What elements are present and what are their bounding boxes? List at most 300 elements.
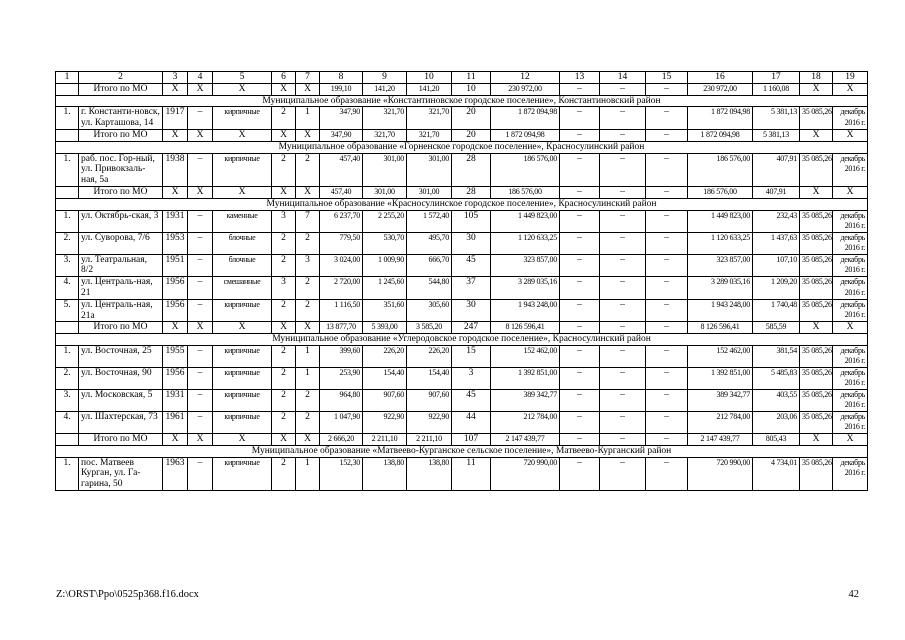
table-cell: – <box>646 367 688 389</box>
table-cell: декабрь 2016 г. <box>833 299 868 322</box>
table-cell: 1. <box>56 210 79 232</box>
table-cell: 403,55 <box>753 389 800 411</box>
table-cell: – <box>646 153 688 186</box>
table-cell: кирпичные <box>213 299 272 322</box>
table-cell: блочные <box>213 232 272 254</box>
table-cell: 2 <box>296 277 320 300</box>
total-cell: X <box>296 129 320 141</box>
table-cell: 1963 <box>163 457 188 490</box>
total-cell: 805,43 <box>753 433 800 445</box>
table-cell: – <box>560 107 600 130</box>
table-cell: 922,90 <box>363 411 407 433</box>
table-cell: 301,00 <box>363 153 407 186</box>
table-cell: 35 085,26 <box>800 254 833 277</box>
table-cell: 35 085,26 <box>800 367 833 389</box>
address-cell: ул. Шахтерская, 73 <box>79 411 163 433</box>
section-header-row <box>56 198 868 210</box>
column-number: 11 <box>452 72 491 84</box>
total-cell: X <box>272 322 296 334</box>
table-cell: 37 <box>452 277 491 300</box>
table-cell: 1956 <box>163 367 188 389</box>
table-cell: 226,20 <box>407 345 452 367</box>
table-cell: 1961 <box>163 411 188 433</box>
address-cell: ул. Централь-ная, 21 <box>79 277 163 300</box>
table-cell: 301,00 <box>407 153 452 186</box>
column-number: 13 <box>560 72 600 84</box>
total-cell: Итого по МО <box>79 83 163 95</box>
column-number: 17 <box>753 72 800 84</box>
address-cell: ул. Централь-ная, 21а <box>79 299 163 322</box>
document-path: Z:\ORST\Ppo\0525p368.f16.docx <box>56 589 199 600</box>
total-cell: X <box>272 129 296 141</box>
table-cell: декабрь 2016 г. <box>833 367 868 389</box>
table-cell: 2 <box>296 389 320 411</box>
table-cell: – <box>560 153 600 186</box>
table-cell: 5 485,83 <box>753 367 800 389</box>
table-cell: 3 <box>452 367 491 389</box>
total-cell: 457,40 <box>320 186 363 198</box>
table-cell: 1 047,90 <box>320 411 363 433</box>
total-cell: – <box>646 186 688 198</box>
total-cell: 5 381,13 <box>753 129 800 141</box>
total-cell: 407,91 <box>753 186 800 198</box>
table-cell: 1956 <box>163 277 188 300</box>
total-cell: X <box>272 83 296 95</box>
table-cell: 1 740,48 <box>753 299 800 322</box>
total-row <box>56 186 868 198</box>
total-cell: Итого по МО <box>79 129 163 141</box>
address-cell: г. Константи-новск, ул. Карташова, 14 <box>79 107 163 130</box>
table-cell: кирпичные <box>213 367 272 389</box>
total-cell: – <box>646 433 688 445</box>
total-cell: X <box>213 83 272 95</box>
total-cell: X <box>213 433 272 445</box>
table-cell: 1931 <box>163 210 188 232</box>
table-cell: 1 <box>296 107 320 130</box>
table-cell: 138,80 <box>407 457 452 490</box>
total-cell: – <box>560 433 600 445</box>
table-cell: декабрь 2016 г. <box>833 345 868 367</box>
table-cell: – <box>188 153 213 186</box>
table-cell: 35 085,26 <box>800 389 833 411</box>
table-cell: – <box>646 457 688 490</box>
total-cell: X <box>188 433 213 445</box>
table-cell: – <box>188 299 213 322</box>
total-cell: – <box>646 129 688 141</box>
table-cell: блочные <box>213 254 272 277</box>
table-cell: 1 449 823,00 <box>491 210 560 232</box>
table-row <box>56 277 868 300</box>
column-number: 5 <box>213 72 272 84</box>
total-cell: X <box>213 129 272 141</box>
total-cell: 3 585,20 <box>407 322 452 334</box>
table-cell: – <box>646 232 688 254</box>
table-cell: 5. <box>56 299 79 322</box>
table-cell: 1 <box>296 367 320 389</box>
table-row <box>56 367 868 389</box>
table-cell: 457,40 <box>320 153 363 186</box>
table-cell: 323 857,00 <box>688 254 753 277</box>
column-number: 3 <box>163 72 188 84</box>
column-number: 15 <box>646 72 688 84</box>
total-cell: X <box>800 129 833 141</box>
table-cell: – <box>560 277 600 300</box>
total-cell: X <box>296 433 320 445</box>
table-cell: – <box>646 277 688 300</box>
total-cell: X <box>833 129 868 141</box>
table-cell: 2. <box>56 367 79 389</box>
table-cell: 3 289 035,16 <box>688 277 753 300</box>
table-cell: 3 289 035,16 <box>491 277 560 300</box>
address-cell: ул. Московская, 5 <box>79 389 163 411</box>
table-cell: – <box>560 411 600 433</box>
table-cell: 922,90 <box>407 411 452 433</box>
total-cell: X <box>296 322 320 334</box>
table-cell: 35 085,26 <box>800 457 833 490</box>
total-cell: – <box>600 83 646 95</box>
table-row <box>56 232 868 254</box>
total-cell: 585,59 <box>753 322 800 334</box>
table-cell: 666,70 <box>407 254 452 277</box>
table-cell: 5 381,13 <box>753 107 800 130</box>
address-cell: ул. Театральная, 8/2 <box>79 254 163 277</box>
table-cell: 1955 <box>163 345 188 367</box>
table-cell: 6 237,70 <box>320 210 363 232</box>
table-cell: – <box>646 389 688 411</box>
table-cell: 1 <box>296 457 320 490</box>
table-cell: 212 784,00 <box>688 411 753 433</box>
total-cell: – <box>600 433 646 445</box>
table-cell: 720 990,00 <box>491 457 560 490</box>
table-cell: 1938 <box>163 153 188 186</box>
table-cell: 1 872 094,98 <box>688 107 753 130</box>
table-cell: 4. <box>56 277 79 300</box>
table-row <box>56 299 868 322</box>
total-cell: 107 <box>452 433 491 445</box>
table-cell: 11 <box>452 457 491 490</box>
total-cell: X <box>296 186 320 198</box>
address-cell: ул. Октябрь-ская, 3 <box>79 210 163 232</box>
total-cell: X <box>163 433 188 445</box>
table-cell: 105 <box>452 210 491 232</box>
table-cell: 3 <box>296 254 320 277</box>
table-cell: – <box>600 210 646 232</box>
total-cell: – <box>560 129 600 141</box>
total-cell: 347,90 <box>320 129 363 141</box>
table-cell: – <box>560 345 600 367</box>
table-cell: кирпичные <box>213 107 272 130</box>
total-cell: X <box>272 433 296 445</box>
table-cell: 2 255,20 <box>363 210 407 232</box>
register-table <box>55 71 868 491</box>
total-cell: 13 877,70 <box>320 322 363 334</box>
total-cell: X <box>163 83 188 95</box>
column-number: 14 <box>600 72 646 84</box>
table-cell: 4 734,01 <box>753 457 800 490</box>
table-cell: кирпичные <box>213 153 272 186</box>
column-number: 8 <box>320 72 363 84</box>
table-cell: 1 943 248,00 <box>491 299 560 322</box>
table-cell: 35 085,26 <box>800 210 833 232</box>
table-cell: 186 576,00 <box>491 153 560 186</box>
total-cell: – <box>560 322 600 334</box>
table-row <box>56 389 868 411</box>
total-cell <box>56 83 79 95</box>
total-cell: 141,20 <box>407 83 452 95</box>
table-cell: – <box>600 153 646 186</box>
table-cell: – <box>600 389 646 411</box>
table-cell: 3 <box>272 277 296 300</box>
table-cell: 351,60 <box>363 299 407 322</box>
total-row <box>56 83 868 95</box>
table-cell: 544,80 <box>407 277 452 300</box>
table-cell: 1 120 633,25 <box>491 232 560 254</box>
table-cell: 3 024,00 <box>320 254 363 277</box>
table-cell: 44 <box>452 411 491 433</box>
table-cell: – <box>188 411 213 433</box>
table-cell: – <box>188 389 213 411</box>
table-cell: 323 857,00 <box>491 254 560 277</box>
section-header-row <box>56 334 868 346</box>
table-cell: 2 <box>296 232 320 254</box>
total-cell: X <box>163 186 188 198</box>
table-cell: 2 <box>272 299 296 322</box>
table-cell: декабрь 2016 г. <box>833 411 868 433</box>
table-cell: 1 872 094,98 <box>491 107 560 130</box>
total-cell: 301,00 <box>407 186 452 198</box>
table-cell: – <box>600 367 646 389</box>
total-cell: 199,10 <box>320 83 363 95</box>
total-row <box>56 129 868 141</box>
table-cell: 1 <box>296 345 320 367</box>
table-cell: 107,10 <box>753 254 800 277</box>
table-cell: 30 <box>452 232 491 254</box>
total-cell: 301,00 <box>363 186 407 198</box>
table-cell: 1 120 633,25 <box>688 232 753 254</box>
table-row <box>56 411 868 433</box>
total-cell: – <box>600 186 646 198</box>
table-cell: 1. <box>56 107 79 130</box>
total-cell: X <box>833 186 868 198</box>
table-cell: 45 <box>452 254 491 277</box>
total-cell: 321,70 <box>407 129 452 141</box>
table-cell: 152 462,00 <box>491 345 560 367</box>
column-number: 12 <box>491 72 560 84</box>
table-cell: 154,40 <box>363 367 407 389</box>
column-number: 4 <box>188 72 213 84</box>
table-cell: 35 085,26 <box>800 345 833 367</box>
table-cell: – <box>188 457 213 490</box>
address-cell: ул. Восточная, 25 <box>79 345 163 367</box>
total-cell: Итого по МО <box>79 186 163 198</box>
table-cell: 399,60 <box>320 345 363 367</box>
table-cell: – <box>600 232 646 254</box>
table-cell: 2 <box>296 299 320 322</box>
total-cell: 1 872 094,98 <box>688 129 753 141</box>
table-cell: кирпичные <box>213 389 272 411</box>
total-cell: X <box>272 186 296 198</box>
table-cell: 28 <box>452 153 491 186</box>
section-header-row <box>56 141 868 153</box>
address-cell: раб. пос. Гор-ный, ул. Привокзаль-ная, 5а <box>79 153 163 186</box>
section-title: Муниципальное образование «Углеродовское городское поселение», Красносулинский район <box>56 334 868 346</box>
total-cell: 8 126 596,41 <box>688 322 753 334</box>
table-cell: 1953 <box>163 232 188 254</box>
total-cell: 230 972,00 <box>688 83 753 95</box>
total-cell: 28 <box>452 186 491 198</box>
total-row <box>56 322 868 334</box>
total-cell <box>56 129 79 141</box>
address-cell: ул. Восточная, 90 <box>79 367 163 389</box>
table-cell: 2 <box>296 153 320 186</box>
section-header-row <box>56 445 868 457</box>
column-number: 16 <box>688 72 753 84</box>
table-cell: 779,50 <box>320 232 363 254</box>
table-body <box>56 72 868 491</box>
total-cell: 247 <box>452 322 491 334</box>
column-number: 2 <box>79 72 163 84</box>
total-cell: X <box>188 322 213 334</box>
table-cell: 964,80 <box>320 389 363 411</box>
table-cell: 1. <box>56 153 79 186</box>
table-cell: – <box>560 254 600 277</box>
total-cell: X <box>163 129 188 141</box>
table-cell: 2 <box>272 389 296 411</box>
total-cell: – <box>560 186 600 198</box>
total-cell: X <box>833 322 868 334</box>
table-cell: 20 <box>452 107 491 130</box>
table-cell: 2 <box>296 411 320 433</box>
total-cell: X <box>833 83 868 95</box>
address-cell: ул. Суворова, 7/6 <box>79 232 163 254</box>
table-cell: 3. <box>56 254 79 277</box>
total-cell: 10 <box>452 83 491 95</box>
table-cell: – <box>646 107 688 130</box>
page-number: 42 <box>848 589 859 600</box>
total-cell: 2 147 439,77 <box>688 433 753 445</box>
total-cell: 8 126 596,41 <box>491 322 560 334</box>
table-cell: 1 209,20 <box>753 277 800 300</box>
table-cell: 720 990,00 <box>688 457 753 490</box>
table-cell: каменные <box>213 210 272 232</box>
table-cell: 7 <box>296 210 320 232</box>
table-cell: – <box>646 411 688 433</box>
table-cell: 1 392 851,00 <box>688 367 753 389</box>
table-cell: – <box>188 107 213 130</box>
total-cell: 1 872 094,98 <box>491 129 560 141</box>
table-cell: – <box>600 457 646 490</box>
table-cell: декабрь 2016 г. <box>833 210 868 232</box>
table-cell: – <box>600 411 646 433</box>
table-cell: декабрь 2016 г. <box>833 232 868 254</box>
table-cell: 1951 <box>163 254 188 277</box>
table-cell: 1 245,60 <box>363 277 407 300</box>
table-row <box>56 210 868 232</box>
table-cell: – <box>560 232 600 254</box>
table-cell: декабрь 2016 г. <box>833 107 868 130</box>
column-number: 18 <box>800 72 833 84</box>
table-cell: 152 462,00 <box>688 345 753 367</box>
table-cell: 907,60 <box>363 389 407 411</box>
total-cell: 186 576,00 <box>491 186 560 198</box>
table-cell: 35 085,26 <box>800 411 833 433</box>
table-cell: – <box>600 254 646 277</box>
total-cell: 5 393,00 <box>363 322 407 334</box>
table-cell: – <box>188 254 213 277</box>
table-cell: – <box>560 210 600 232</box>
table-cell: 495,70 <box>407 232 452 254</box>
table-cell: 1917 <box>163 107 188 130</box>
table-cell: 2. <box>56 232 79 254</box>
table-cell: – <box>188 232 213 254</box>
total-cell: X <box>213 186 272 198</box>
total-cell: 20 <box>452 129 491 141</box>
table-row <box>56 107 868 130</box>
table-cell: 3. <box>56 389 79 411</box>
total-cell: 1 160,08 <box>753 83 800 95</box>
total-cell: 2 211,10 <box>363 433 407 445</box>
table-cell: – <box>646 345 688 367</box>
table-cell: кирпичные <box>213 345 272 367</box>
table-cell: 35 085,26 <box>800 107 833 130</box>
total-cell: 2 147 439,77 <box>491 433 560 445</box>
table-cell: 2 <box>272 345 296 367</box>
total-cell: X <box>188 83 213 95</box>
table-cell: – <box>646 210 688 232</box>
table-cell: 35 085,26 <box>800 232 833 254</box>
total-cell: – <box>646 83 688 95</box>
table-cell: 2 <box>272 411 296 433</box>
total-cell: 230 972,00 <box>491 83 560 95</box>
table-cell: 138,80 <box>363 457 407 490</box>
total-cell: – <box>600 129 646 141</box>
column-number: 1 <box>56 72 79 84</box>
total-cell: 141,20 <box>363 83 407 95</box>
table-cell: декабрь 2016 г. <box>833 153 868 186</box>
table-cell: 381,54 <box>753 345 800 367</box>
section-title: Муниципальное образование «Матвеево-Курганское сельское поселение», Матвеево-Курганский район <box>56 445 868 457</box>
table-cell: – <box>600 107 646 130</box>
section-title: Муниципальное образование «Красносулинское городское поселение», Красносулинский район <box>56 198 868 210</box>
table-cell: – <box>188 210 213 232</box>
table-cell: 1931 <box>163 389 188 411</box>
section-header-row <box>56 95 868 107</box>
table-cell: – <box>188 277 213 300</box>
table-cell: декабрь 2016 г. <box>833 254 868 277</box>
table-cell: 1 943 248,00 <box>688 299 753 322</box>
total-cell: X <box>800 433 833 445</box>
table-cell: 4. <box>56 411 79 433</box>
total-cell: X <box>800 322 833 334</box>
table-cell: 2 <box>272 153 296 186</box>
address-cell: пос. Матвеев Курган, ул. Га-гарина, 50 <box>79 457 163 490</box>
table-cell: – <box>646 299 688 322</box>
table-cell: – <box>560 389 600 411</box>
table-cell: – <box>560 367 600 389</box>
table-row <box>56 254 868 277</box>
table-cell: 2 <box>272 367 296 389</box>
total-cell: X <box>833 433 868 445</box>
table-cell: 2 <box>272 254 296 277</box>
total-cell: X <box>800 83 833 95</box>
total-cell: – <box>600 322 646 334</box>
total-cell: 186 576,00 <box>688 186 753 198</box>
table-cell: – <box>646 254 688 277</box>
table-header-row <box>56 72 868 84</box>
column-number: 9 <box>363 72 407 84</box>
total-cell: 2 211,10 <box>407 433 452 445</box>
total-cell: – <box>560 83 600 95</box>
